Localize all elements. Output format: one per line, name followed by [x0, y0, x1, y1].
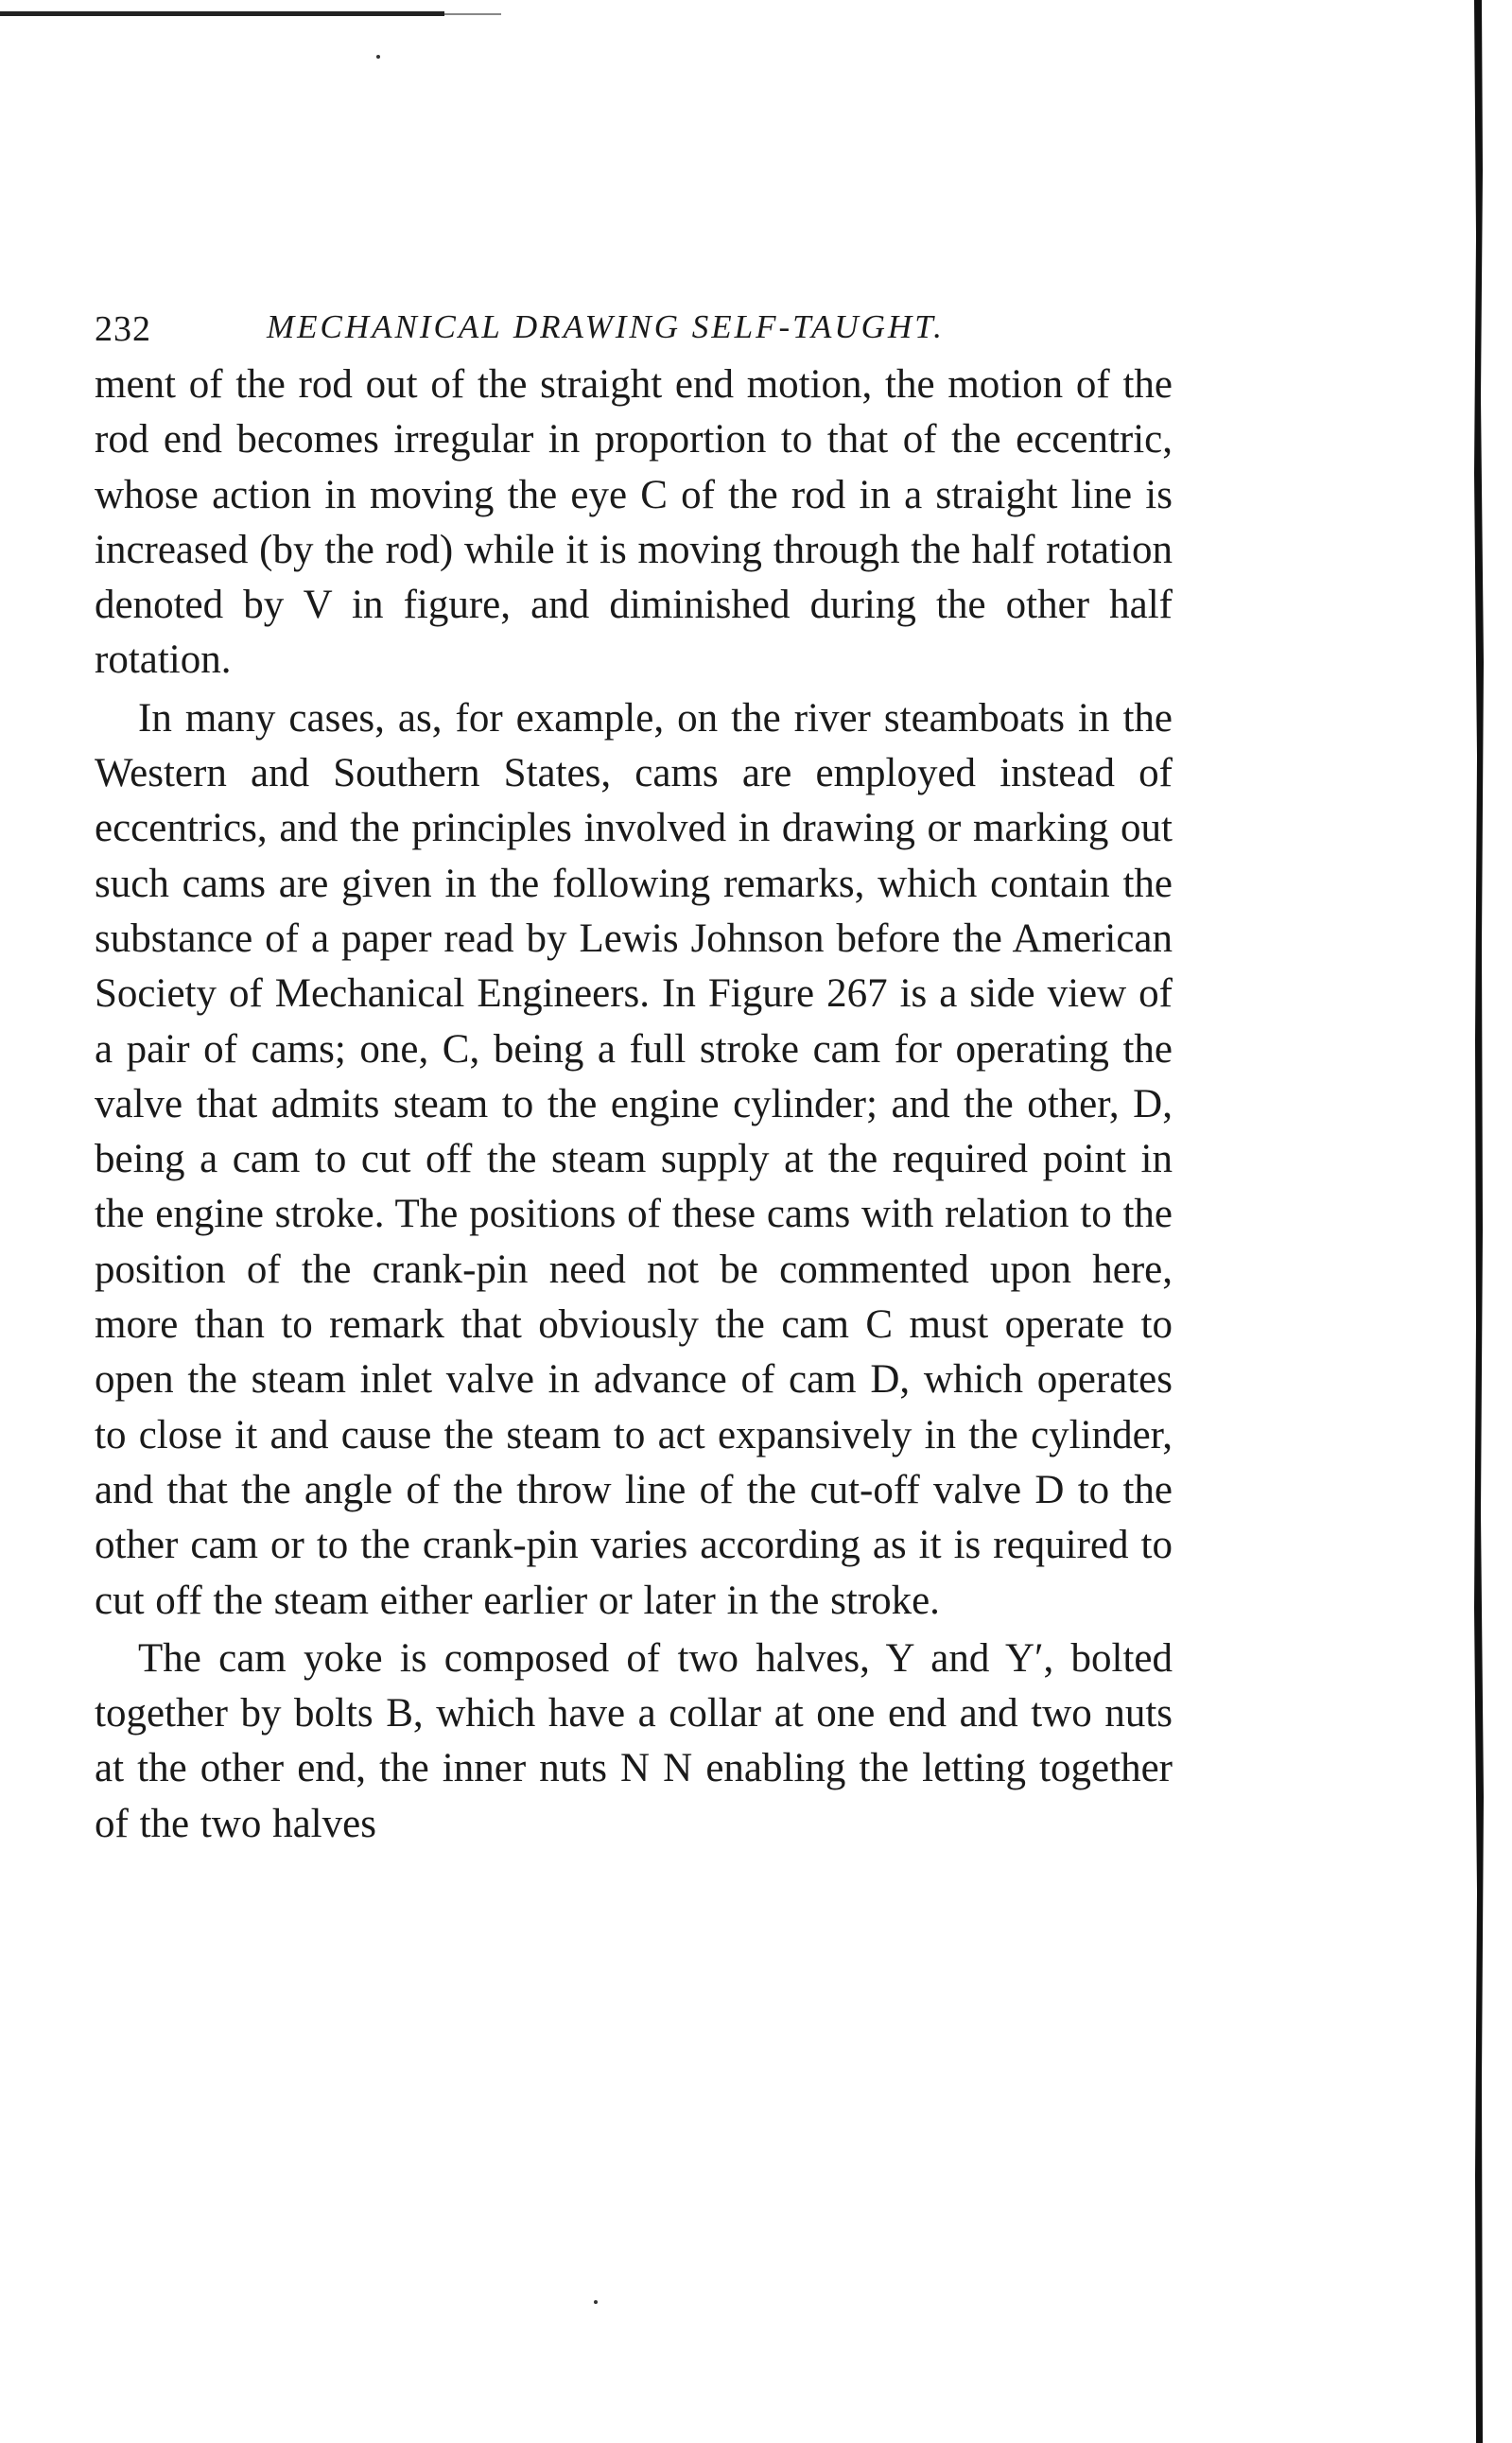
- page-number: 232: [95, 309, 151, 349]
- running-head: [95, 301, 1173, 358]
- paragraph-continued: ment of the rod out of the straight end motion, the motion of the rod end becomes irregular in proportion to that of the eccentric, whose action in moving the eye C of the rod in a straight line is increased (by the rod) while it is moving through the half rotation denoted by V in figure, and diminished during the other half rotation.: [95, 362, 1173, 683]
- scan-speck-bottom: [594, 2300, 598, 2304]
- body-text: [95, 358, 1173, 1852]
- paragraph-cam-yoke: The cam yoke is composed of two halves, Y and Y′, bolted together by bolts B, which have a collar at one end and two nuts at the other end, the inner nuts N N enabling the letting together of the two halves: [95, 1635, 1173, 1846]
- running-title: MECHANICAL DRAWING SELF-TAUGHT.: [267, 308, 945, 345]
- paragraph-cams: In many cases, as, for example, on the river steamboats in the Western and Southern States, cams are employed instead of eccentrics, and the principles involved in drawing or marking out such cams are given in the following remarks, which contain the substance of a paper read by Lewis Johnson before the American Society of Mechanical Engineers. In Figure 267 is a side view of a pair of cams; one, C, being a full stroke cam for operating the valve that admits steam to the engine cylinder; and the other, D, being a cam to cut off the steam supply at the required point in the engine stroke. The positions of these cams with relation to the position of the crank-pin need not be commented upon here, more than to remark that obviously the cam C must operate to open the steam inlet valve in advance of cam D, which operates to close it and cause the steam to act expansively in the cylinder, and that the angle of the throw line of the cut-off valve D to the other cam or to the crank-pin varies according as it is required to cut off the steam either earlier or later in the stroke.: [95, 695, 1173, 1623]
- book-page: [95, 301, 1173, 1852]
- scan-top-rule-tail: [444, 13, 501, 15]
- scan-speck-top: [376, 55, 380, 59]
- scan-top-rule: [0, 11, 444, 16]
- page-binding-edge: [1470, 0, 1486, 2443]
